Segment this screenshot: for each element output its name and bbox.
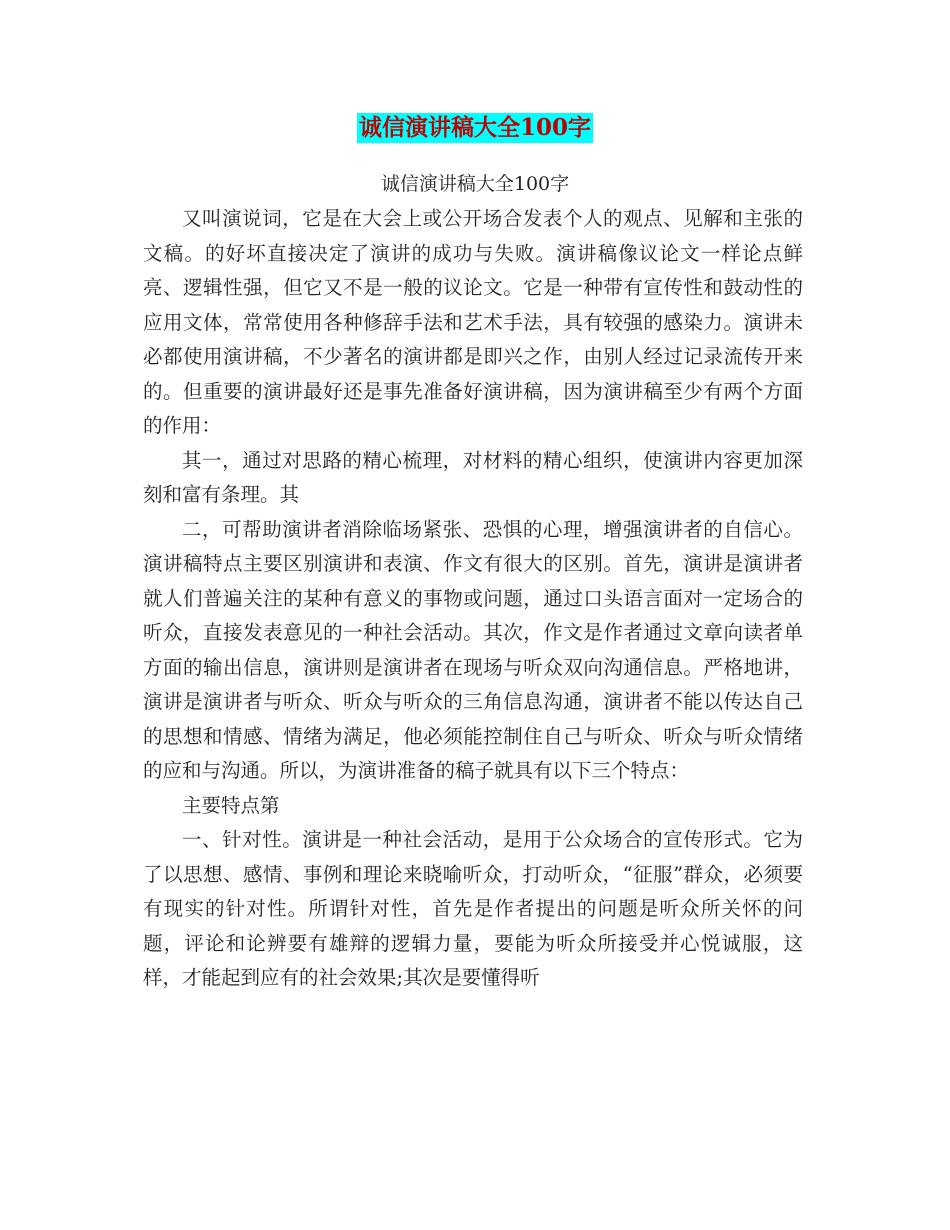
document-body [143, 202, 803, 996]
paragraph-1: 又叫演说词，它是在大会上或公开场合发表个人的观点、见解和主张的文稿。的好坏直接决定了演讲的成功与失败。演讲稿像议论文一样论点鲜亮、逻辑性强，但它又不是一般的议论文。它是一种带有宣传性和鼓动性的应用文体，常常使用各种修辞手法和艺术手法，具有较强的感染力。演讲未必都使用演讲稿，不少著名的演讲都是即兴之作，由别人经过记录流传开来的。但重要的演讲最好还是事先准备好演讲稿，因为演讲稿至少有两个方面的作用： [143, 207, 803, 437]
paragraph-5: 一、针对性。演讲是一种社会活动，是用于公众场合的宣传形式。它为了以思想、感情、事例和理论来晓喻听众，打动听众，“征服”群众，必须要有现实的针对性。所谓针对性，首先是作者提出的问题是听众所关怀的问题，评论和论辨要有雄辩的逻辑力量，要能为听众所接受并心悦诚服，这样，才能起到应有的社会效果;其次是要懂得听 [143, 828, 803, 989]
paragraph-3: 二，可帮助演讲者消除临场紧张、恐惧的心理，增强演讲者的自信心。演讲稿特点主要区别演讲和表演、作文有很大的区别。首先，演讲是演讲者就人们普遍关注的某种有意义的事物或问题，通过口头语言面对一定场合的听众，直接发表意见的一种社会活动。其次，作文是作者通过文章向读者单方面的输出信息，演讲则是演讲者在现场与听众双向沟通信息。严格地讲，演讲是演讲者与听众、听众与听众的三角信息沟通，演讲者不能以传达自己的思想和情感、情绪为满足，他必须能控制住自己与听众、听众与听众情绪的应和与沟通。所以，为演讲准备的稿子就具有以下三个特点： [143, 517, 803, 782]
paragraph-2: 其一，通过对思路的精心梳理，对材料的精心组织，使演讲内容更加深刻和富有条理。其 [143, 448, 803, 506]
document-title: 诚信演讲稿大全100字 [358, 114, 591, 141]
paragraph-4: 主要特点第 [182, 793, 280, 817]
title-container [0, 113, 950, 143]
document-subtitle: 诚信演讲稿大全100字 [380, 173, 570, 195]
